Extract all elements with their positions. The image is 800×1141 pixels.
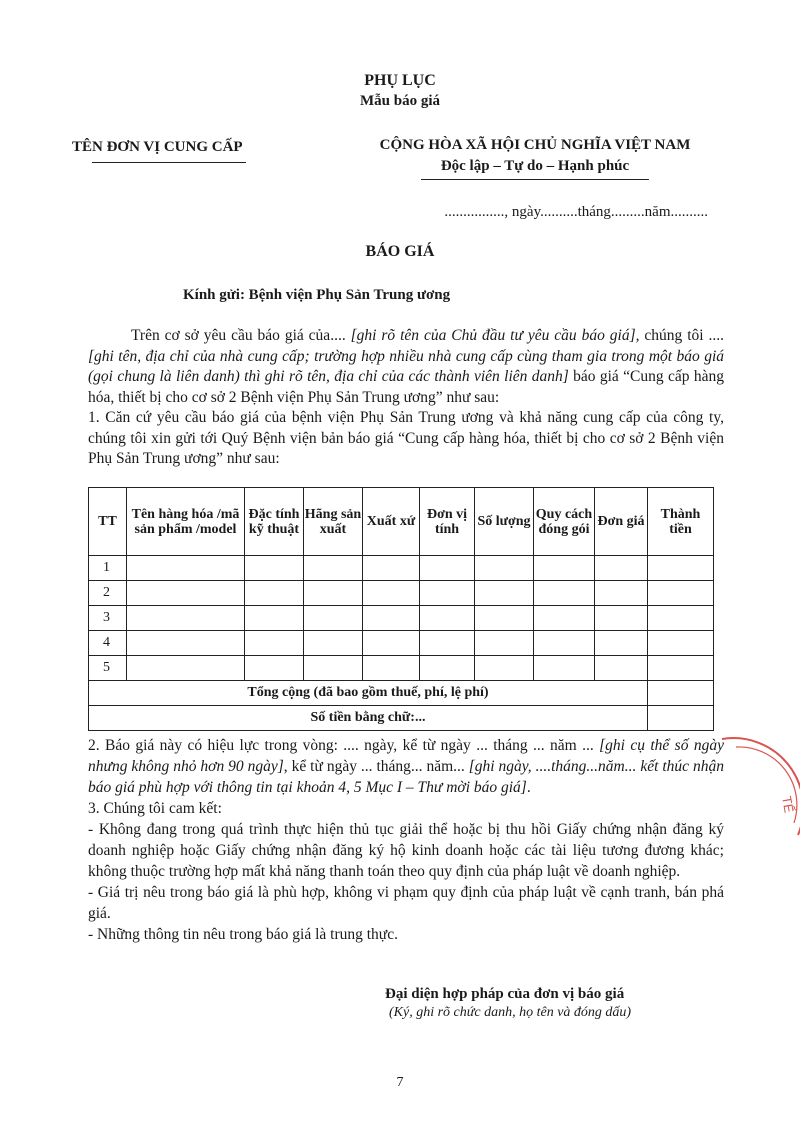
cell-unit[interactable] (420, 656, 475, 681)
validity-paragraph (88, 735, 724, 798)
document-title: BÁO GIÁ (365, 243, 435, 260)
intro-note-supplier: [ghi tên, địa chỉ của nhà cung cấp; trường hợp nhiều nhà cung cấp cùng tham gia trong một báo giá (gọi chung là liên danh) thì ghi rõ tên, địa chỉ của các thành viên liên danh] (88, 347, 724, 385)
validity-note-deadline: [ghi ngày, ....tháng...năm... kết thúc nhận báo giá phù hợp với thông tin tại khoản 4, 5 Mục I – Thư mời báo giá] (88, 758, 724, 796)
header-tt: TT (89, 488, 127, 556)
row-number: 2 (89, 581, 127, 606)
cell-amount[interactable] (648, 656, 714, 681)
cell-maker[interactable] (304, 606, 363, 631)
motto-underline (421, 179, 649, 180)
cell-packaging[interactable] (534, 556, 595, 581)
validity-text-c: , kể từ ngày ... tháng... năm... (283, 758, 465, 775)
row-number: 3 (89, 606, 127, 631)
header-maker: Hãng sản xuất (304, 488, 363, 556)
cell-unit-price[interactable] (595, 631, 648, 656)
cell-product-name[interactable] (127, 606, 245, 631)
cell-spec[interactable] (245, 581, 304, 606)
cell-spec[interactable] (245, 556, 304, 581)
terms-text (88, 735, 724, 945)
cell-unit[interactable] (420, 631, 475, 656)
header-quantity: Số lượng (475, 488, 534, 556)
commitment-item: - Không đang trong quá trình thực hiện thủ tục giải thể hoặc bị thu hồi Giấy chứng nhận đăng ký doanh nghiệp hoặc Giấy chứng nhận đăng ký hộ kinh doanh hoặc các tài liệu tương đương khác; không thuộc trường hợp mất khả năng thanh toán theo quy định của pháp luật về doanh nghiệp. (88, 821, 724, 880)
intro-note-investor: [ghi rõ tên của Chủ đầu tư yêu cầu báo giá], (345, 327, 640, 344)
stamp-text: TẾ (779, 794, 797, 814)
cell-unit-price[interactable] (595, 606, 648, 631)
supplier-name: TÊN ĐƠN VỊ CUNG CẤP (72, 139, 243, 155)
cell-product-name[interactable] (127, 581, 245, 606)
table-row (89, 581, 714, 606)
cell-maker[interactable] (304, 556, 363, 581)
amount-in-words-label: Số tiền bằng chữ:... (89, 706, 648, 731)
cell-unit[interactable] (420, 581, 475, 606)
header-unit-price: Đơn giá (595, 488, 648, 556)
intro-text (88, 326, 724, 470)
intro-text-a: Trên cơ sở yêu cầu báo giá của.... (131, 327, 346, 344)
cell-packaging[interactable] (534, 631, 595, 656)
cell-packaging[interactable] (534, 656, 595, 681)
validity-text-e: . (526, 779, 531, 796)
cell-amount[interactable] (648, 631, 714, 656)
cell-maker[interactable] (304, 656, 363, 681)
red-stamp-fragment (702, 735, 800, 845)
cell-origin[interactable] (363, 556, 420, 581)
table-row (89, 631, 714, 656)
total-amount-cell[interactable] (648, 681, 714, 706)
cell-quantity[interactable] (475, 631, 534, 656)
recipient-line: Kính gửi: Bệnh viện Phụ Sản Trung ương (183, 287, 451, 303)
row-number: 4 (89, 631, 127, 656)
header-unit: Đơn vị tính (420, 488, 475, 556)
header-product-name: Tên hàng hóa /mã sản phẩm /model (127, 488, 245, 556)
cell-packaging[interactable] (534, 581, 595, 606)
cell-amount[interactable] (648, 606, 714, 631)
nation-motto: Độc lập – Tự do – Hạnh phúc (440, 158, 630, 174)
cell-origin[interactable] (363, 606, 420, 631)
cell-maker[interactable] (304, 581, 363, 606)
intro-text-c: chúng tôi .... (639, 327, 725, 344)
table-row (89, 656, 714, 681)
cell-amount[interactable] (648, 581, 714, 606)
cell-unit[interactable] (420, 606, 475, 631)
commitment-item: - Giá trị nêu trong báo giá là phù hợp, không vi phạm quy định của pháp luật về cạnh tranh, bán phá giá. (88, 884, 724, 922)
page-number: 7 (396, 1075, 404, 1090)
table-row (89, 606, 714, 631)
table-header-row (89, 488, 714, 556)
intro-text-e: báo giá “Cung cấp hàng hóa, thiết bị cho cơ sở 2 Bệnh viện Phụ Sản Trung ương” như sau: (88, 368, 724, 406)
total-row (89, 681, 714, 706)
validity-note-days: [ghi cụ thể số ngày nhưng không nhỏ hơn 90 ngày] (88, 737, 724, 775)
cell-quantity[interactable] (475, 606, 534, 631)
supplier-underline (92, 162, 246, 163)
table-row (89, 556, 714, 581)
header-spec: Đặc tính kỹ thuật (245, 488, 304, 556)
appendix-title: PHỤ LỤC (364, 72, 436, 89)
basis-paragraph: 1. Căn cứ yêu cầu báo giá của bệnh viện Phụ Sản Trung ương và khả năng cung cấp của công ty, chúng tôi xin gửi tới Quý Bệnh viện bản báo giá “Cung cấp hàng hóa, thiết bị cho cơ sở 2 Bệnh viện Phụ Sản Trung ương” như sau: (88, 409, 724, 467)
total-label: Tổng cộng (đã bao gồm thuế, phí, lệ phí) (89, 681, 648, 706)
date-line: ................, ngày..........tháng.........năm.......... (444, 204, 708, 220)
row-number: 5 (89, 656, 127, 681)
cell-origin[interactable] (363, 631, 420, 656)
cell-quantity[interactable] (475, 556, 534, 581)
signature-title: Đại diện hợp pháp của đơn vị báo giá (385, 986, 625, 1002)
cell-spec[interactable] (245, 606, 304, 631)
cell-quantity[interactable] (475, 656, 534, 681)
validity-text-a: 2. Báo giá này có hiệu lực trong vòng: .... ngày, kể từ ngày ... tháng ... năm ... (88, 737, 594, 754)
cell-quantity[interactable] (475, 581, 534, 606)
amount-in-words-row (89, 706, 714, 731)
commitment-item: - Những thông tin nêu trong báo giá là trung thực. (88, 926, 398, 943)
row-number: 1 (89, 556, 127, 581)
cell-product-name[interactable] (127, 656, 245, 681)
intro-paragraph (88, 326, 724, 408)
cell-origin[interactable] (363, 581, 420, 606)
cell-unit-price[interactable] (595, 556, 648, 581)
appendix-subtitle: Mẫu báo giá (359, 93, 440, 109)
cell-spec[interactable] (245, 656, 304, 681)
cell-origin[interactable] (363, 656, 420, 681)
cell-unit-price[interactable] (595, 581, 648, 606)
header-amount: Thành tiền (648, 488, 714, 556)
amount-in-words-cell[interactable] (648, 706, 714, 731)
quote-table (88, 487, 714, 731)
commitments-heading: 3. Chúng tôi cam kết: (88, 800, 222, 817)
cell-unit-price[interactable] (595, 656, 648, 681)
header-packaging: Quy cách đóng gói (534, 488, 595, 556)
cell-spec[interactable] (245, 631, 304, 656)
signature-note: (Ký, ghi rõ chức danh, họ tên và đóng dấu) (389, 1005, 632, 1020)
cell-product-name[interactable] (127, 631, 245, 656)
cell-unit[interactable] (420, 556, 475, 581)
nation-name: CỘNG HÒA XÃ HỘI CHỦ NGHĨA VIỆT NAM (379, 137, 691, 153)
cell-maker[interactable] (304, 631, 363, 656)
cell-amount[interactable] (648, 556, 714, 581)
cell-packaging[interactable] (534, 606, 595, 631)
cell-product-name[interactable] (127, 556, 245, 581)
header-origin: Xuất xứ (363, 488, 420, 556)
